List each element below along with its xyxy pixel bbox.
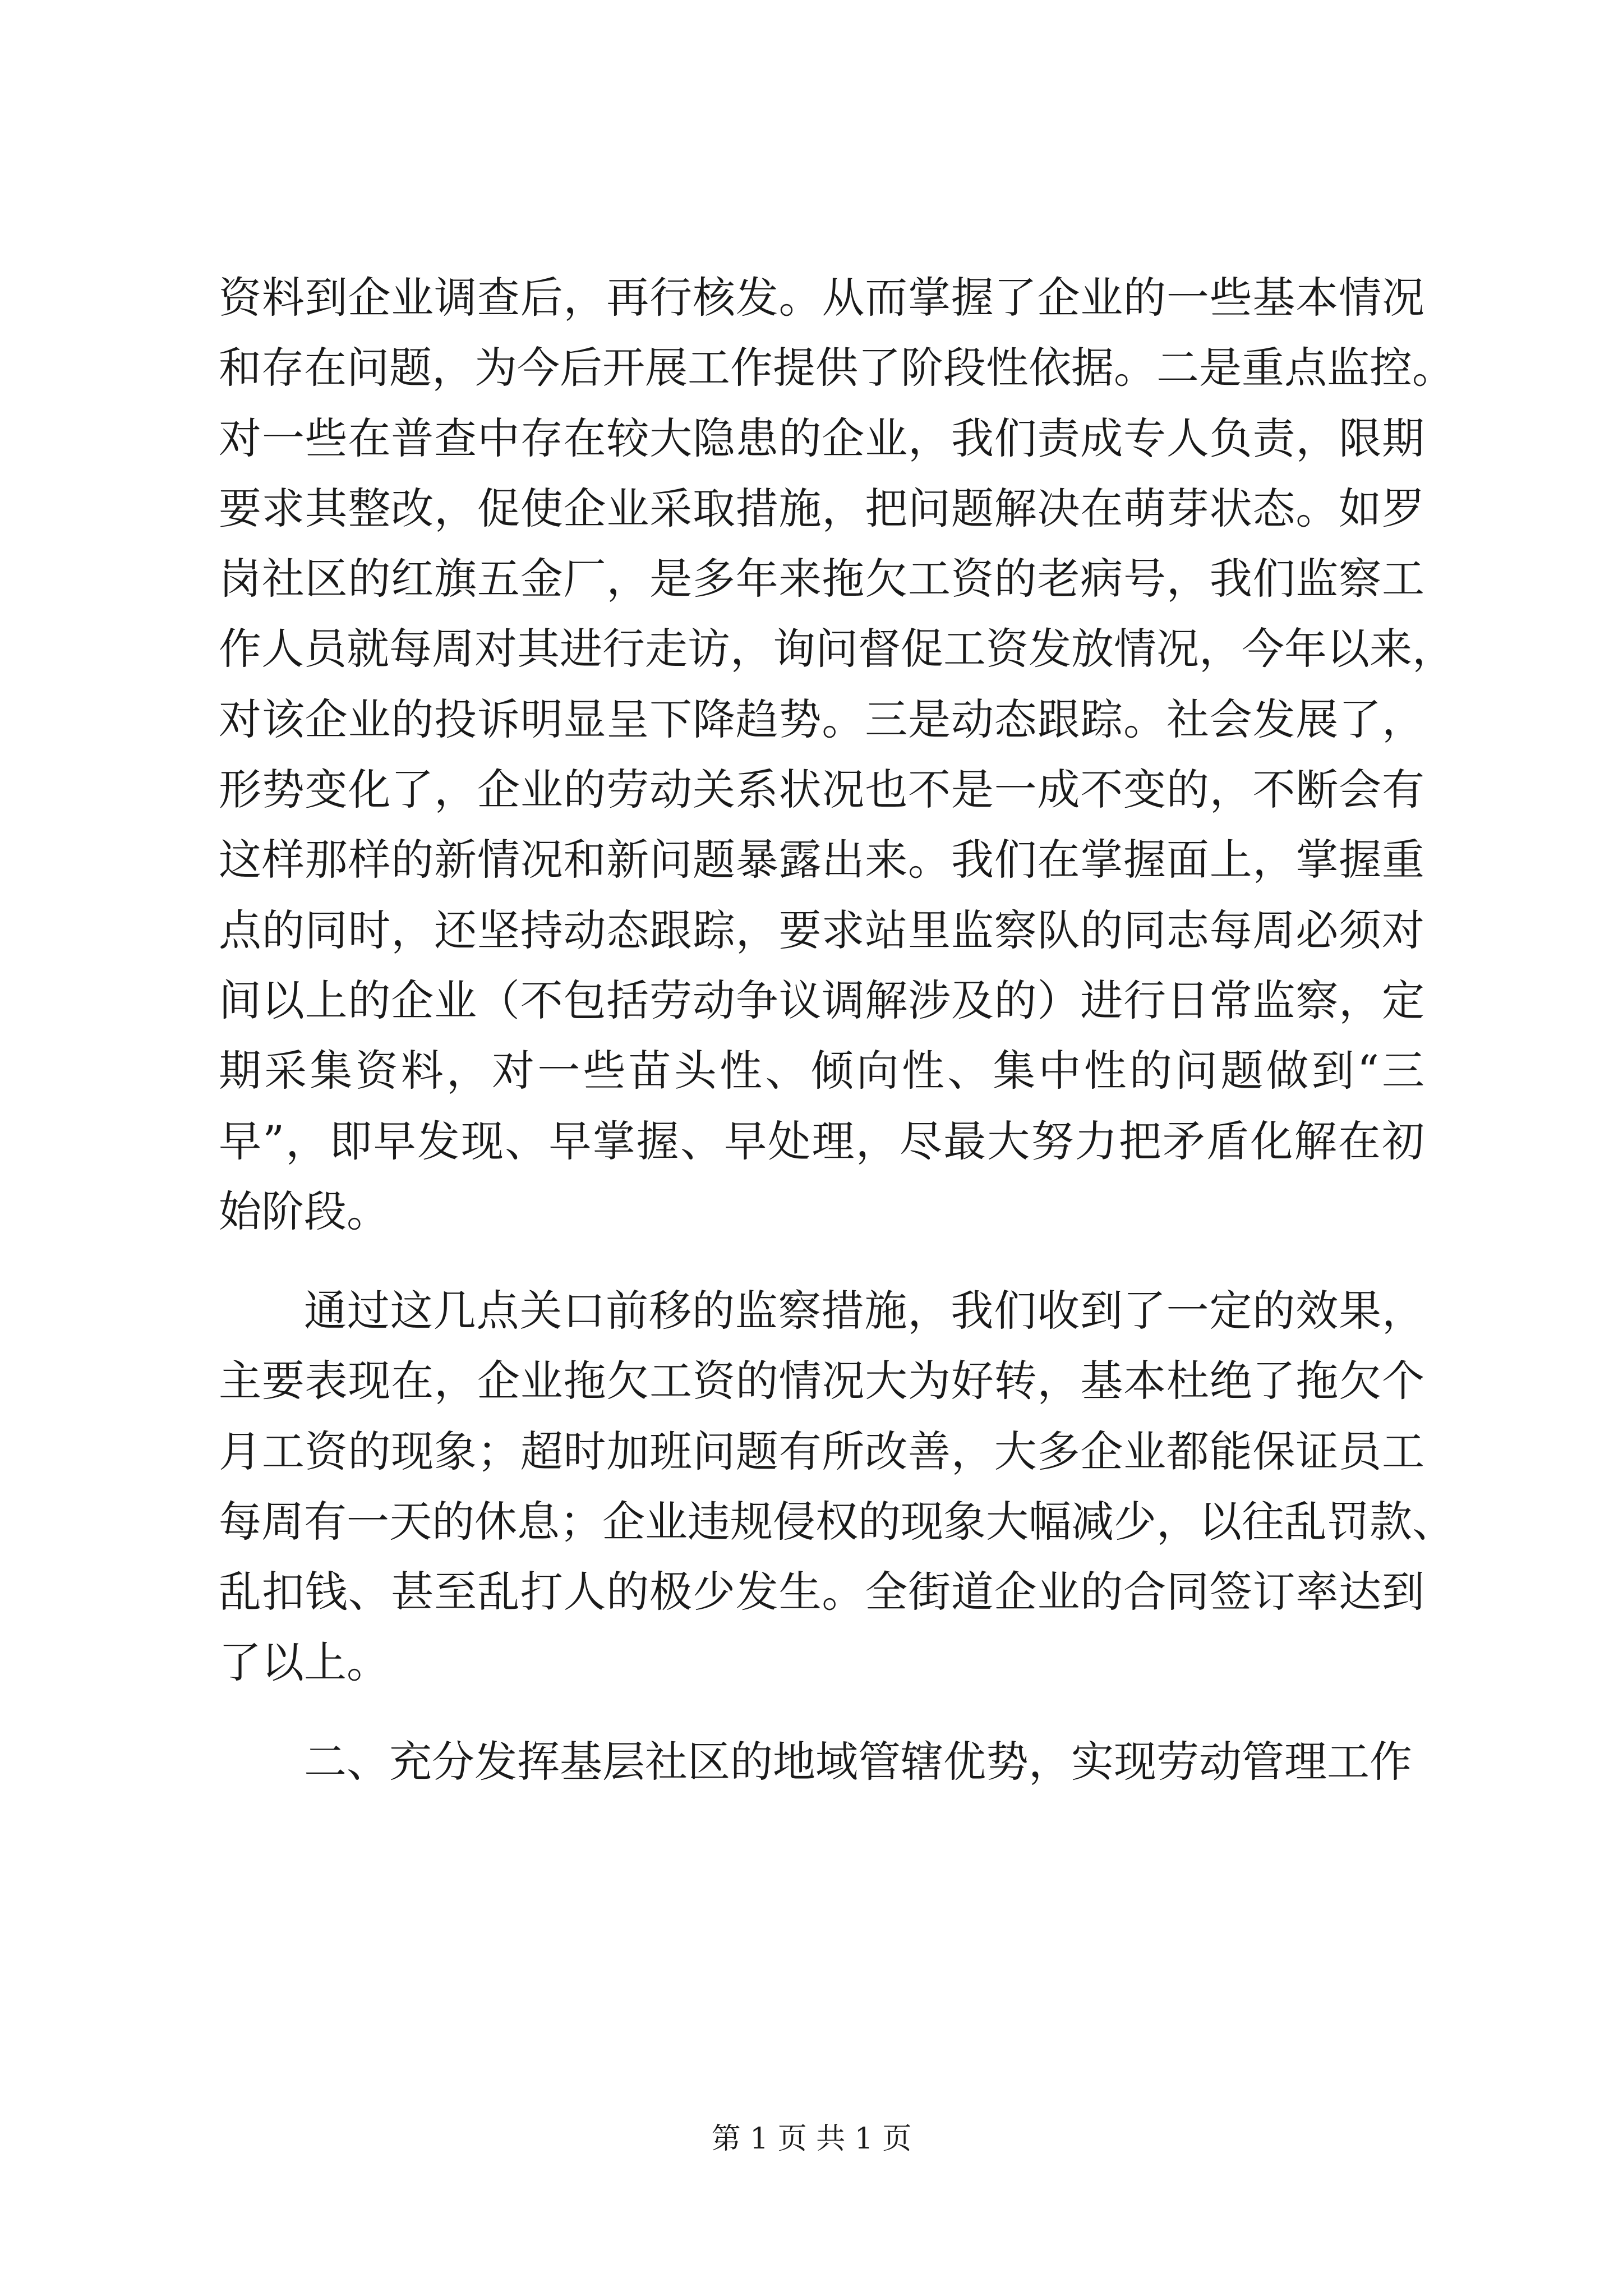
paragraph (219, 1276, 1455, 1697)
text-line: 月工资的现象；超时加班问题有所改善，大多企业都能保证员工 (219, 1426, 1424, 1476)
text-line: 乱扣钱、甚至乱打人的极少发生。全街道企业的合同签订率达到 (219, 1567, 1424, 1617)
text-line: 主要表现在，企业拖欠工资的情况大为好转，基本杜绝了拖欠个 (219, 1356, 1424, 1406)
text-line: 早”，即早发现、早掌握、早处理，尽最大努力把矛盾化解在初 (219, 1116, 1424, 1166)
text-line: 间以上的企业（不包括劳动争议调解涉及的）进行日常监察，定 (219, 975, 1424, 1025)
text-line: 这样那样的新情况和新问题暴露出来。我们在掌握面上，掌握重 (219, 835, 1424, 885)
page-footer: 第 1 页 共 1 页 (711, 2122, 912, 2156)
paragraph (219, 1727, 1424, 1797)
text-line: 了以上。 (219, 1637, 389, 1687)
text-line: 作人员就每周对其进行走访，询问督促工资发放情况，今年以来， (219, 624, 1455, 674)
paragraph-gap (219, 1697, 1424, 1727)
text-line: 点的同时，还坚持动态跟踪，要求站里监察队的同志每周必须对 (219, 905, 1424, 955)
text-line: 二、充分发挥基层社区的地域管辖优势，实现劳动管理工作 (304, 1736, 1412, 1787)
text-line: 形势变化了，企业的劳动关系状况也不是一成不变的，不断会有 (219, 765, 1424, 815)
text-line: 对该企业的投诉明显呈下降趋势。三是动态跟踪。社会发展了， (219, 694, 1424, 744)
text-line: 始阶段。 (219, 1186, 389, 1236)
body-text (219, 263, 1455, 1797)
text-line: 对一些在普查中存在较大隐患的企业，我们责成专人负责，限期 (219, 413, 1424, 463)
paragraph-gap (219, 1246, 1424, 1276)
text-line: 要求其整改，促使企业采取措施，把问题解决在萌芽状态。如罗 (219, 483, 1424, 533)
text-line: 期采集资料，对一些苗头性、倾向性、集中性的问题做到“三 (219, 1046, 1424, 1096)
paragraph (219, 263, 1455, 1246)
text-line: 岗社区的红旗五金厂，是多年来拖欠工资的老病号，我们监察工 (219, 554, 1424, 604)
text-line: 通过这几点关口前移的监察措施，我们收到了一定的效果， (304, 1286, 1424, 1336)
text-line: 每周有一天的休息；企业违规侵权的现象大幅减少，以往乱罚款、 (219, 1497, 1455, 1547)
text-line: 和存在问题，为今后开展工作提供了阶段性依据。二是重点监控。 (219, 343, 1455, 393)
text-line: 资料到企业调查后，再行核发。从而掌握了企业的一些基本情况 (219, 273, 1424, 323)
